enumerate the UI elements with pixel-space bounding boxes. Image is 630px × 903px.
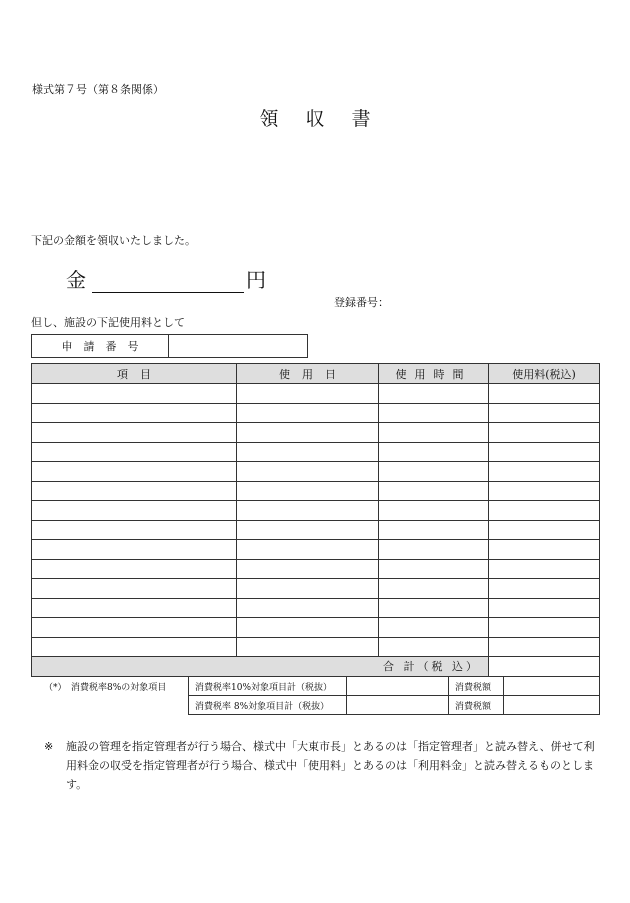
cell-time[interactable] [379, 637, 489, 657]
tax8-amount[interactable] [347, 696, 449, 715]
cell-item[interactable] [32, 462, 237, 482]
cell-date[interactable] [237, 520, 379, 540]
cell-date[interactable] [237, 598, 379, 618]
tax10-amount[interactable] [347, 677, 449, 696]
header-item: 項目 [32, 364, 237, 384]
purpose-text: 但し、施設の下記使用料として [31, 316, 185, 329]
cell-date[interactable] [237, 559, 379, 579]
cell-item[interactable] [32, 384, 237, 404]
table-row [32, 481, 600, 501]
cell-item[interactable] [32, 598, 237, 618]
table-row [32, 579, 600, 599]
footnote [44, 737, 600, 794]
tax8-tax-label: 消費税額 [449, 696, 504, 715]
table-row [32, 618, 600, 638]
cell-time[interactable] [379, 501, 489, 521]
tax8-tax-amount[interactable] [504, 696, 600, 715]
form-number: 様式第７号（第８条関係） [32, 83, 164, 96]
cell-fee[interactable] [489, 637, 600, 657]
application-number-box [31, 334, 308, 358]
table-row [32, 384, 600, 404]
table-row [32, 559, 600, 579]
footnote-text: 施設の管理を指定管理者が行う場合、様式中「大東市長」とあるのは「指定管理者」と読み替え、併せて利用料金の収受を指定管理者が行う場合、様式中「使用料」とあるのは「利用料金」と読み替えるものとします。 [66, 740, 595, 791]
amount-suffix: 円 [246, 268, 266, 292]
table-row [32, 403, 600, 423]
cell-time[interactable] [379, 403, 489, 423]
tax-note: （*） 消費税率8%の対象項目 [44, 683, 167, 693]
cell-date[interactable] [237, 462, 379, 482]
cell-time[interactable] [379, 423, 489, 443]
tax10-label: 消費税率10%対象項目計（税抜） [189, 677, 347, 696]
amount-line [66, 264, 266, 293]
cell-date[interactable] [237, 442, 379, 462]
header-time: 使用時間 [379, 364, 489, 384]
tax-table [188, 676, 600, 715]
amount-field[interactable] [92, 270, 244, 293]
cell-fee[interactable] [489, 481, 600, 501]
footnote-mark: ※ [44, 740, 54, 753]
cell-time[interactable] [379, 540, 489, 560]
cell-fee[interactable] [489, 501, 600, 521]
registration-number-label: 登録番号： [334, 296, 389, 309]
table-row [32, 501, 600, 521]
table-row [32, 520, 600, 540]
cell-time[interactable] [379, 384, 489, 404]
cell-item[interactable] [32, 403, 237, 423]
cell-fee[interactable] [489, 598, 600, 618]
cell-date[interactable] [237, 423, 379, 443]
cell-date[interactable] [237, 637, 379, 657]
table-row [32, 637, 600, 657]
amount-prefix: 金 [66, 268, 86, 292]
cell-date[interactable] [237, 481, 379, 501]
cell-item[interactable] [32, 540, 237, 560]
cell-time[interactable] [379, 579, 489, 599]
table-row [32, 423, 600, 443]
tax10-tax-amount[interactable] [504, 677, 600, 696]
header-date: 使用日 [237, 364, 379, 384]
receipt-table [31, 363, 600, 677]
cell-time[interactable] [379, 481, 489, 501]
document-title: 領収書 [259, 108, 398, 130]
application-number-field[interactable] [169, 335, 308, 358]
cell-fee[interactable] [489, 384, 600, 404]
cell-time[interactable] [379, 462, 489, 482]
cell-item[interactable] [32, 618, 237, 638]
application-number-label: 申請番号 [32, 335, 169, 358]
cell-time[interactable] [379, 520, 489, 540]
cell-item[interactable] [32, 442, 237, 462]
cell-item[interactable] [32, 520, 237, 540]
table-row [32, 540, 600, 560]
cell-fee[interactable] [489, 423, 600, 443]
cell-time[interactable] [379, 598, 489, 618]
cell-item[interactable] [32, 559, 237, 579]
cell-time[interactable] [379, 618, 489, 638]
cell-date[interactable] [237, 501, 379, 521]
cell-date[interactable] [237, 540, 379, 560]
cell-fee[interactable] [489, 540, 600, 560]
cell-fee[interactable] [489, 618, 600, 638]
table-row [32, 442, 600, 462]
table-row [32, 598, 600, 618]
cell-item[interactable] [32, 501, 237, 521]
cell-item[interactable] [32, 579, 237, 599]
cell-item[interactable] [32, 481, 237, 501]
cell-date[interactable] [237, 384, 379, 404]
cell-time[interactable] [379, 559, 489, 579]
total-value[interactable] [489, 657, 600, 677]
header-fee: 使用料(税込) [489, 364, 600, 384]
total-label: 合 計（税 込） [32, 657, 489, 677]
cell-item[interactable] [32, 423, 237, 443]
cell-fee[interactable] [489, 559, 600, 579]
tax10-tax-label: 消費税額 [449, 677, 504, 696]
cell-fee[interactable] [489, 579, 600, 599]
cell-fee[interactable] [489, 442, 600, 462]
cell-item[interactable] [32, 637, 237, 657]
cell-date[interactable] [237, 579, 379, 599]
cell-fee[interactable] [489, 520, 600, 540]
table-row [32, 462, 600, 482]
cell-fee[interactable] [489, 462, 600, 482]
intro-text: 下記の金額を領収いたしました。 [31, 234, 196, 247]
tax8-label: 消費税率 8%対象項目計（税抜） [189, 696, 347, 715]
cell-fee[interactable] [489, 403, 600, 423]
cell-time[interactable] [379, 442, 489, 462]
cell-date[interactable] [237, 618, 379, 638]
cell-date[interactable] [237, 403, 379, 423]
